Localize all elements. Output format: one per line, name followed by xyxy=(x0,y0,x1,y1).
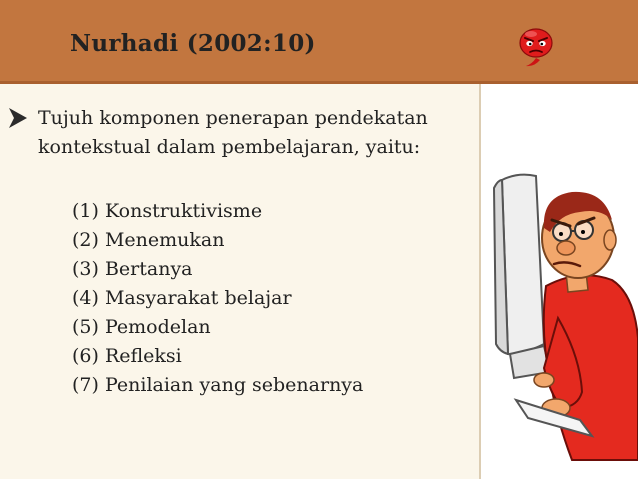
list-item: (5) Pemodelan xyxy=(72,316,211,338)
slide-header xyxy=(0,0,638,84)
list-item: (1) Konstruktivisme xyxy=(72,200,263,222)
angry-red-face-icon xyxy=(514,24,558,68)
list-item: (2) Menemukan xyxy=(72,229,225,251)
arrow-bullet-icon xyxy=(8,107,28,129)
list-item: (3) Bertanya xyxy=(72,258,193,280)
list-item: (6) Refleksi xyxy=(72,345,182,367)
list-item: (4) Masyarakat belajar xyxy=(72,287,292,309)
component-list xyxy=(72,197,363,400)
intro-text: Tujuh komponen penerapan pendekatan kontekstual dalam pembelajaran, yaitu: xyxy=(38,107,428,158)
angry-computer-user-illustration xyxy=(484,168,638,464)
list-item: (7) Penilaian yang sebenarnya xyxy=(72,374,364,396)
slide-title: Nurhadi (2002:10) xyxy=(70,30,316,57)
